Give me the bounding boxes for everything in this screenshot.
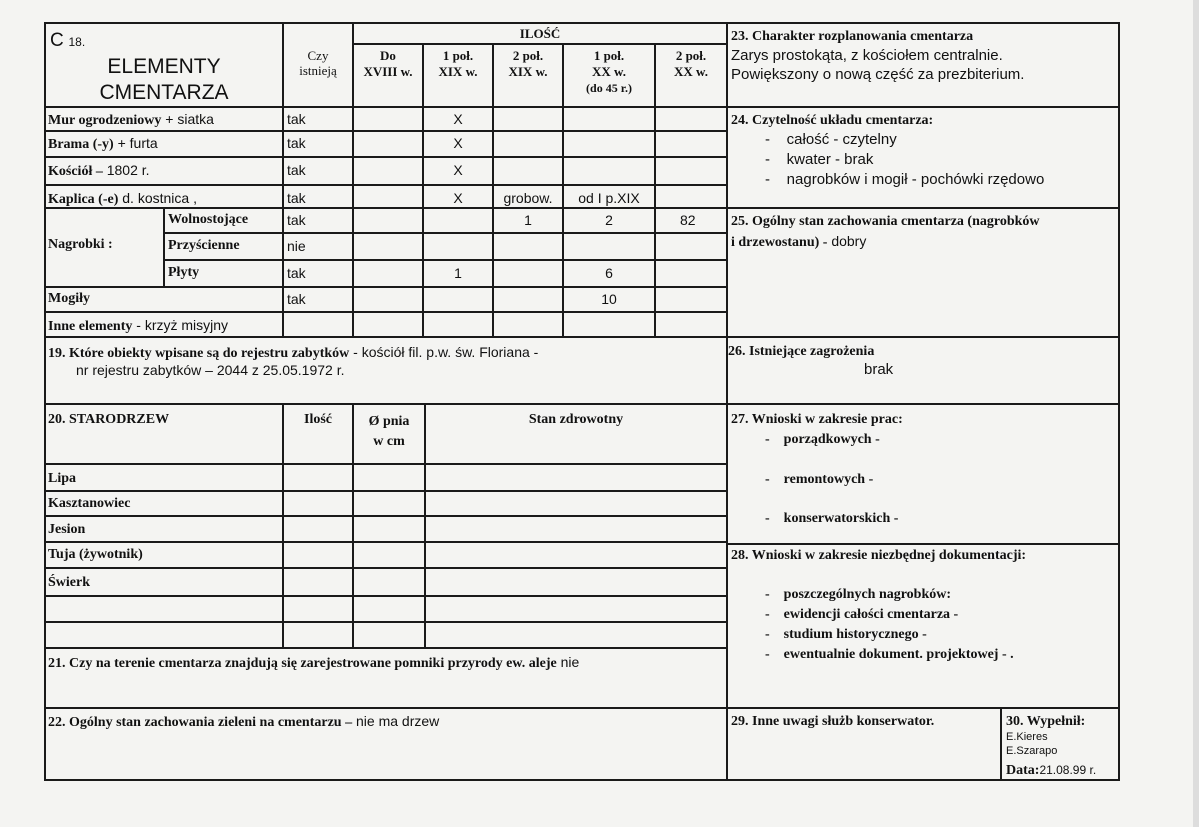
cell: X	[453, 162, 463, 178]
question-25: 25. Ogólny stan zachowania cmentarza (nagrobków	[731, 214, 1040, 229]
question-19-answer: nr rejestru zabytków – 2044 z 25.05.1972 r.	[76, 362, 345, 378]
mogily-label: Mogiły	[48, 291, 90, 306]
cell: od I p.XIX	[578, 190, 640, 206]
date-field: Data:21.08.99 r.	[1006, 763, 1097, 778]
question-26-answer: brak	[864, 361, 894, 378]
question-26: 26. Istniejące zagrożenia	[728, 344, 875, 359]
question-23-line: Zarys prostokąta, z kościołem centralnie.	[731, 47, 1003, 64]
row-label: Wolnostojące	[168, 212, 249, 227]
exists-value: tak	[287, 265, 306, 281]
exists-value: tak	[287, 111, 306, 127]
question-24: 24. Czytelność układu cmentarza:	[731, 113, 934, 128]
cell: 6	[605, 265, 613, 281]
tree-qty-header: Ilość	[304, 412, 332, 427]
exists-value: tak	[287, 162, 306, 178]
scan-edge	[1193, 0, 1199, 827]
question-27: 27. Wnioski w zakresie prac:	[731, 412, 903, 427]
nagrobki-label: Nagrobki :	[48, 237, 113, 252]
question-28: 28. Wnioski w zakresie niezbędnej dokumentacji:	[731, 548, 1027, 563]
other-elements-label: Inne elementy - krzyż misyjny	[48, 317, 229, 334]
tree-diameter-header: Ø pnia w cm	[368, 414, 410, 449]
tree-name: Tuja (żywotnik)	[48, 547, 143, 562]
question-19: 19. Które obiekty wpisane są do rejestru zabytków - kościół fil. p.w. św. Floriana -	[48, 344, 539, 361]
question-23-line: Powiększony o nową część za prezbiterium.	[731, 66, 1025, 83]
exists-value: tak	[287, 291, 306, 307]
row-label: Kaplica (-e) d. kostnica ,	[48, 190, 197, 207]
question-25-line2: i drzewostanu) - dobry	[731, 233, 867, 250]
row-label: Mur ogrodzeniowy + siatka	[48, 111, 214, 128]
elements-title: ELEMENTY CMENTARZA	[99, 55, 229, 104]
cell: X	[453, 111, 463, 127]
cell: 82	[680, 212, 696, 228]
tree-health-header: Stan zdrowotny	[528, 412, 624, 427]
cell: 1	[524, 212, 532, 228]
cell: grobow.	[503, 190, 553, 206]
quantity-header: ILOŚĆ	[519, 26, 561, 41]
filled-by-name: E.Szarapo	[1006, 745, 1058, 757]
exists-header: Czy istnieją	[299, 48, 337, 78]
question-23: 23. Charakter rozplanowania cmentarza	[731, 29, 974, 44]
tree-name: Jesion	[48, 522, 86, 537]
question-30: 30. Wypełnił:	[1006, 714, 1086, 729]
filled-by-name: E.Kieres	[1006, 731, 1048, 743]
row-label: Kościół – 1802 r.	[48, 162, 150, 179]
cell: 2	[605, 212, 613, 228]
tree-name: Kasztanowiec	[48, 496, 131, 511]
question-29: 29. Inne uwagi służb konserwator.	[731, 714, 935, 729]
card-number: C 18.	[50, 30, 86, 51]
row-label: Przyścienne	[168, 238, 240, 253]
exists-value: tak	[287, 135, 306, 151]
row-label: Płyty	[168, 265, 200, 280]
cell: X	[453, 190, 463, 206]
cell: X	[453, 135, 463, 151]
exists-value: nie	[287, 238, 306, 254]
exists-value: tak	[287, 212, 306, 228]
row-label: Brama (-y) + furta	[48, 135, 158, 152]
exists-value: tak	[287, 190, 306, 206]
tree-name: Świerk	[48, 575, 90, 590]
cell: 10	[601, 291, 617, 307]
question-20: 20. STARODRZEW	[48, 412, 170, 427]
question-21: 21. Czy na terenie cmentarza znajdują się zarejestrowane pomniki przyrody ew. aleje nie	[48, 654, 580, 671]
question-22: 22. Ogólny stan zachowania zieleni na cmentarzu – nie ma drzew	[48, 713, 440, 730]
tree-name: Lipa	[48, 471, 77, 486]
cell: 1	[454, 265, 462, 281]
